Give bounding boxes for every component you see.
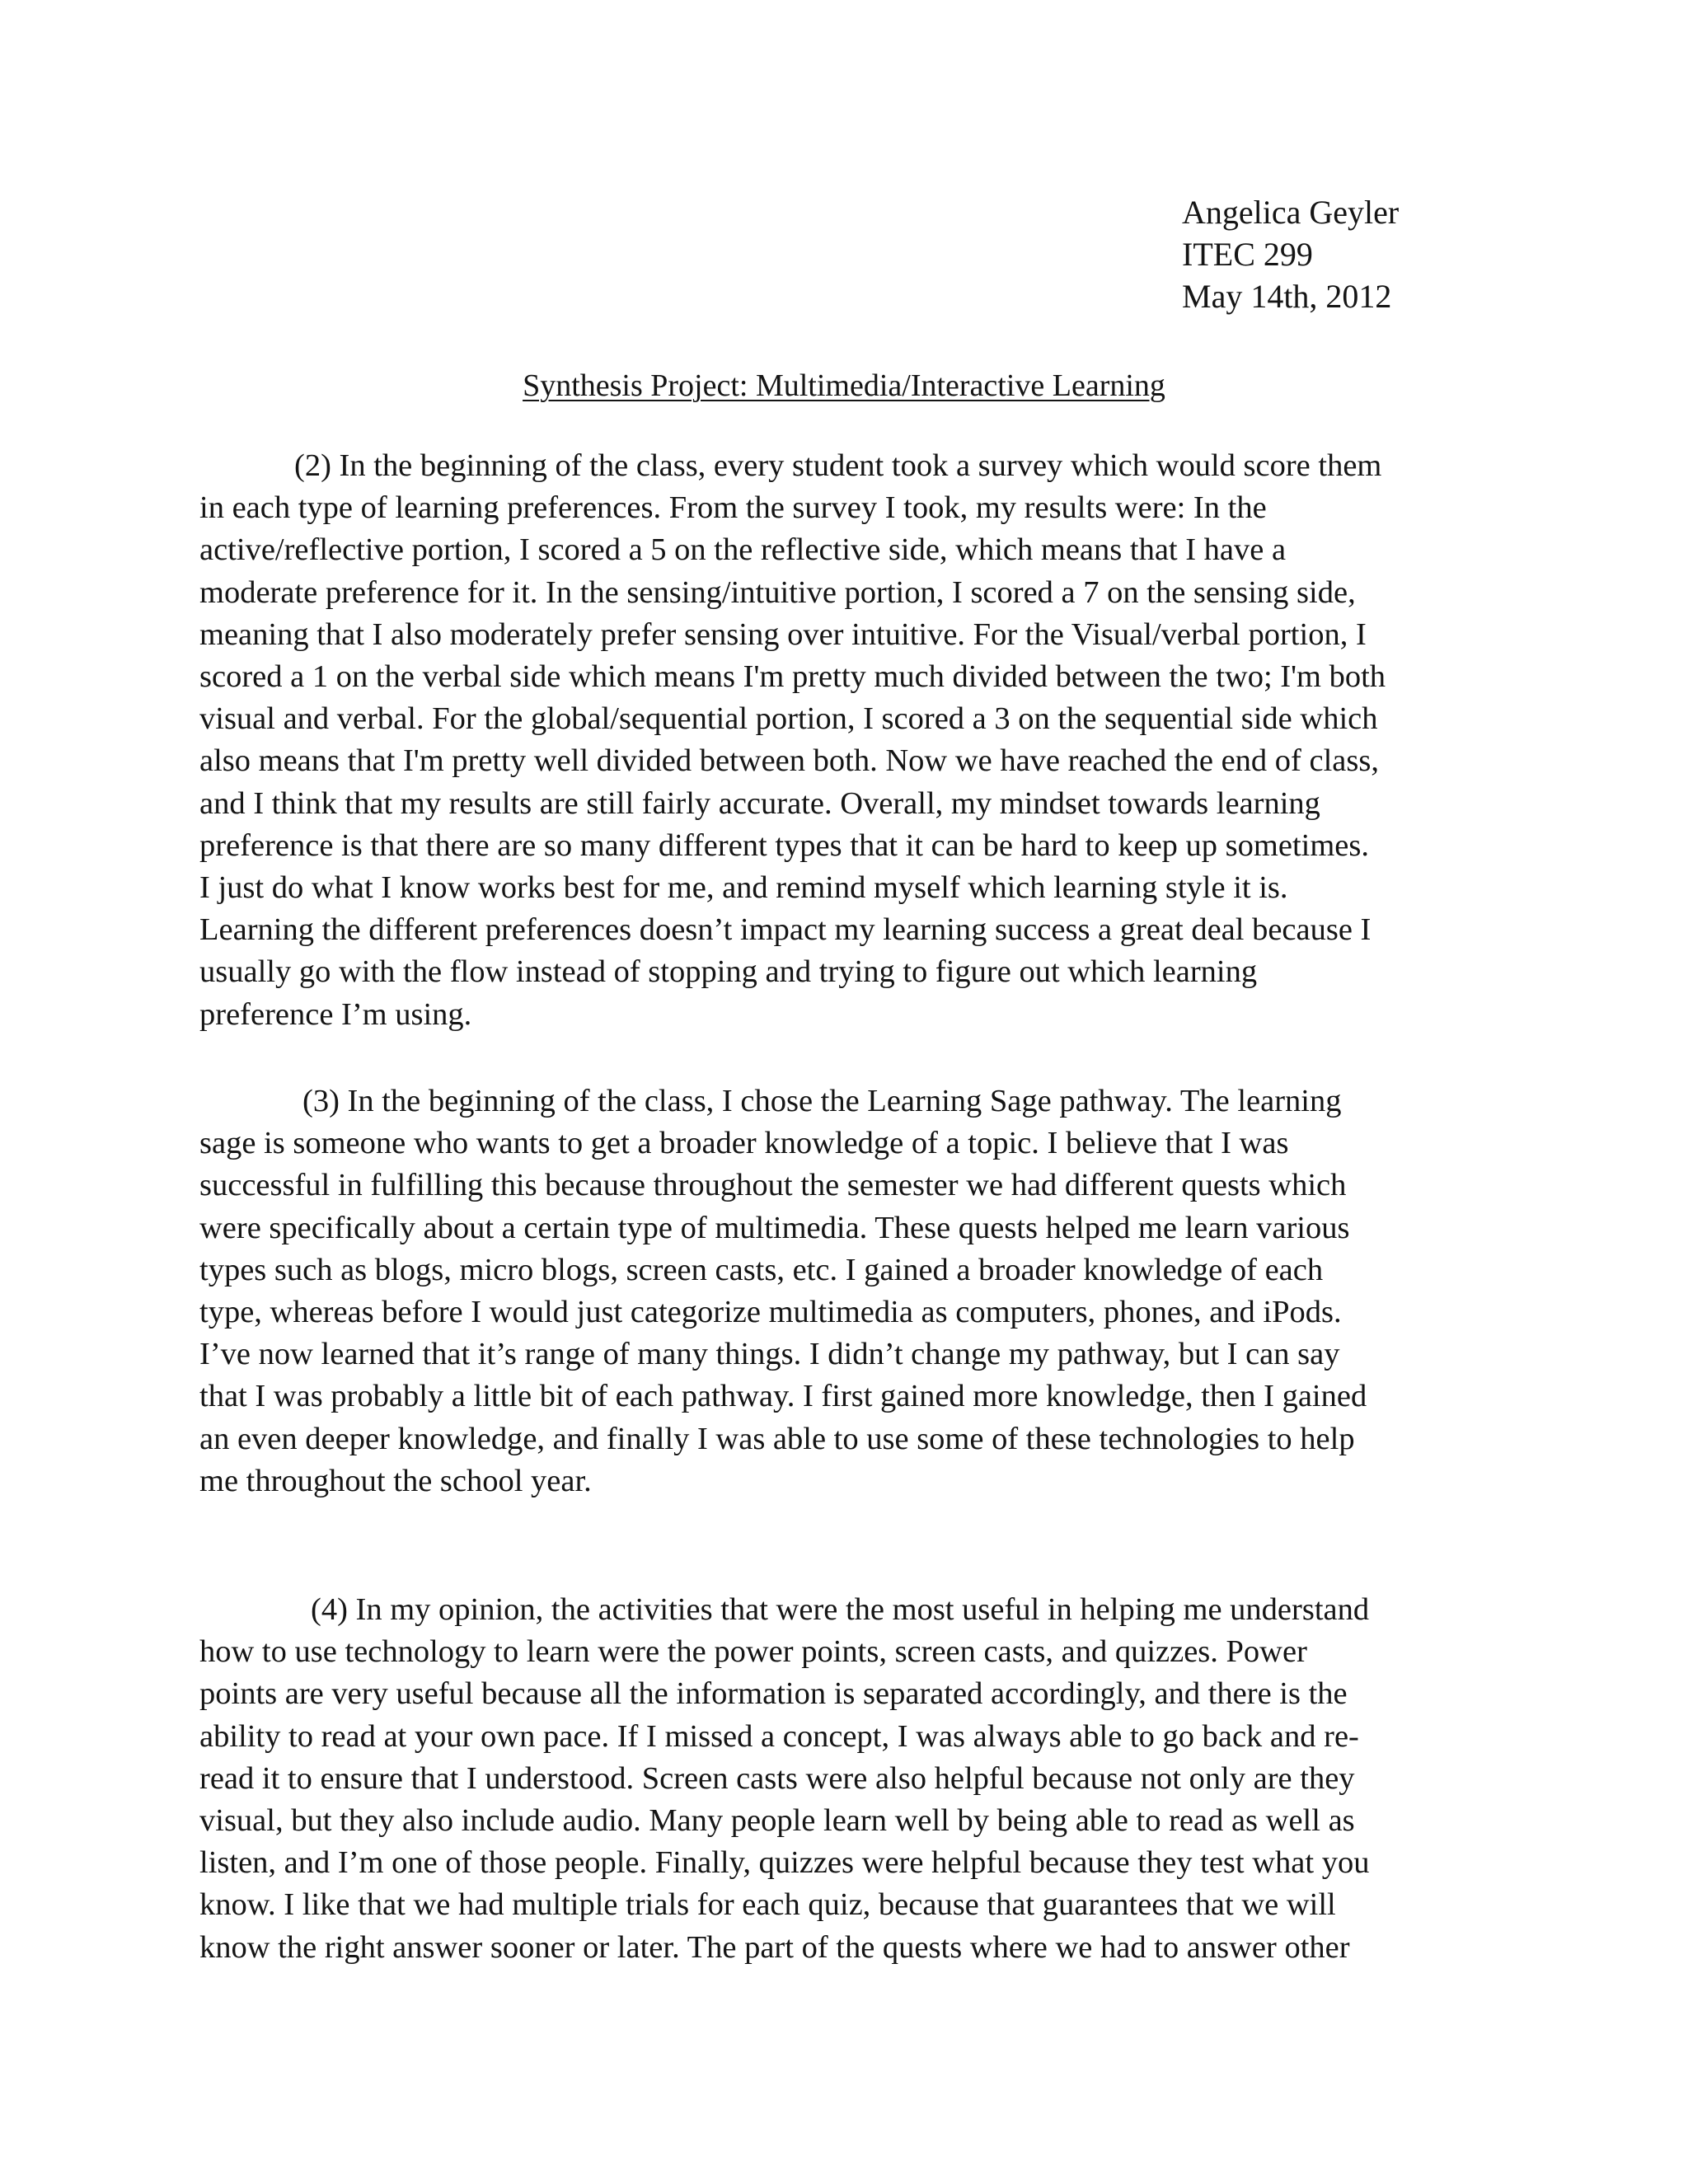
paragraph-line: that I was probably a little bit of each pathway. I first gained more knowledge, then I gained <box>199 1379 1367 1414</box>
paragraph-line: meaning that I also moderately prefer sensing over intuitive. For the Visual/verbal portion, I <box>199 616 1367 652</box>
paragraph-line: ability to read at your own pace. If I missed a concept, I was always able to go back and re- <box>199 1718 1359 1754</box>
paragraph-line: me throughout the school year. <box>199 1463 592 1498</box>
paragraph-line: I’ve now learned that it’s range of many things. I didn’t change my pathway, but I can say <box>199 1337 1340 1372</box>
document-date: May 14th, 2012 <box>1182 278 1392 315</box>
paragraph-line: were specifically about a certain type of multimedia. These quests helped me learn various <box>199 1210 1350 1245</box>
paragraph-line: also means that I'm pretty well divided between both. Now we have reached the end of class, <box>199 743 1379 779</box>
paragraph-line: know. I like that we had multiple trials for each quiz, because that guarantees that we will <box>199 1887 1336 1923</box>
paragraph-line: an even deeper knowledge, and finally I was able to use some of these technologies to help <box>199 1421 1355 1456</box>
paragraph-line: in each type of learning preferences. From the survey I took, my results were: In the <box>199 490 1267 526</box>
paragraph-3 <box>199 1080 1485 1502</box>
document-title-wrapper <box>0 365 1688 406</box>
paragraph-line: how to use technology to learn were the power points, screen casts, and quizzes. Power <box>199 1634 1307 1670</box>
paragraph-line: (4) In my opinion, the activities that were the most useful in helping me understand <box>311 1592 1370 1627</box>
paragraph-line: (2) In the beginning of the class, every student took a survey which would score them <box>294 448 1382 483</box>
paragraph-line: sage is someone who wants to get a broader knowledge of a topic. I believe that I was <box>199 1126 1289 1161</box>
paragraph-line: points are very useful because all the information is separated accordingly, and there is the <box>199 1676 1348 1712</box>
paragraph-line: visual, but they also include audio. Many people learn well by being able to read as well as <box>199 1803 1355 1839</box>
paragraph-2 <box>199 445 1485 1036</box>
paragraph-line: type, whereas before I would just categorize multimedia as computers, phones, and iPods. <box>199 1295 1342 1330</box>
paragraph-line: I just do what I know works best for me, and remind myself which learning style it is. <box>199 870 1288 906</box>
paragraph-line: types such as blogs, micro blogs, screen casts, etc. I gained a broader knowledge of each <box>199 1252 1324 1287</box>
paragraph-line: preference I’m using. <box>199 996 472 1032</box>
paragraph-line: preference is that there are so many different types that it can be hard to keep up sometimes. <box>199 827 1369 863</box>
course-code: ITEC 299 <box>1182 236 1313 273</box>
paragraph-line: (3) In the beginning of the class, I chose the Learning Sage pathway. The learning <box>302 1084 1342 1118</box>
paragraph-line: successful in fulfilling this because throughout the semester we had different quests which <box>199 1168 1347 1203</box>
document-title: Synthesis Project: Multimedia/Interactive Learning <box>523 368 1165 403</box>
paragraph-line: scored a 1 on the verbal side which means I'm pretty much divided between the two; I'm both <box>199 659 1386 695</box>
paragraph-line: usually go with the flow instead of stopping and trying to figure out which learning <box>199 954 1258 990</box>
paragraph-line: moderate preference for it. In the sensing/intuitive portion, I scored a 7 on the sensing side, <box>199 574 1356 610</box>
paragraph-line: listen, and I’m one of those people. Finally, quizzes were helpful because they test what you <box>199 1845 1370 1881</box>
paragraph-line: know the right answer sooner or later. The part of the quests where we had to answer other <box>199 1929 1350 1965</box>
paragraph-line: and I think that my results are still fairly accurate. Overall, my mindset towards learning <box>199 785 1320 821</box>
paragraph-line: active/reflective portion, I scored a 5 on the reflective side, which means that I have a <box>199 532 1287 568</box>
paragraph-line: visual and verbal. For the global/sequential portion, I scored a 3 on the sequential side which <box>199 701 1378 737</box>
paragraph-4 <box>199 1589 1485 1969</box>
author-name: Angelica Geyler <box>1182 194 1400 231</box>
paragraph-line: Learning the different preferences doesn’t impact my learning success a great deal because I <box>199 912 1372 948</box>
paragraph-line: read it to ensure that I understood. Screen casts were also helpful because not only are they <box>199 1760 1355 1796</box>
author-header <box>1182 191 1399 317</box>
